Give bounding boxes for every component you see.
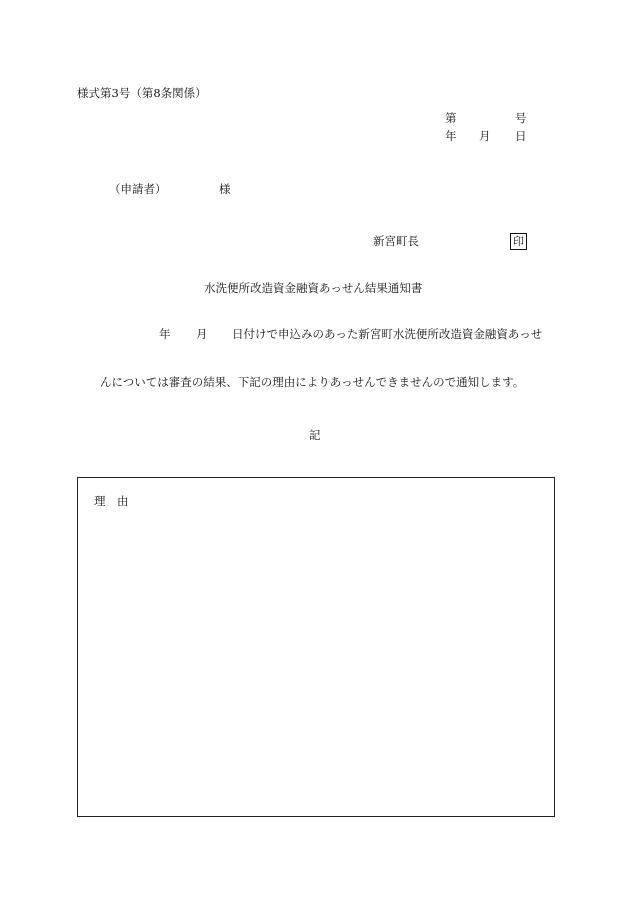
reason-box (77, 477, 555, 817)
seal-mark: 印 (510, 233, 527, 250)
body-line-1: 日付けで申込みのあった新宮町水洗便所改造資金融資あっせ (232, 327, 543, 341)
addressee-label: （申請者） (109, 182, 167, 196)
document-number-suffix: 号 (515, 111, 527, 125)
addressee-honorific: 様 (219, 182, 231, 196)
reason-label: 理 由 (94, 494, 129, 508)
document-title: 水洗便所改造資金融資あっせん結果通知書 (204, 281, 423, 295)
date-year: 年 (445, 129, 457, 143)
body-month: 月 (196, 327, 208, 341)
form-number: 様式第3号（第8条関係） (77, 86, 207, 100)
date-month: 月 (479, 129, 491, 143)
body-year: 年 (159, 327, 171, 341)
date-day: 日 (515, 129, 527, 143)
issuer-name: 新宮町長 (373, 234, 419, 248)
body-line-2: んについては審査の結果、下記の理由によりあっせんできませんので通知します。 (100, 375, 525, 389)
ki-heading: 記 (309, 428, 321, 442)
document-number-prefix: 第 (445, 111, 457, 125)
